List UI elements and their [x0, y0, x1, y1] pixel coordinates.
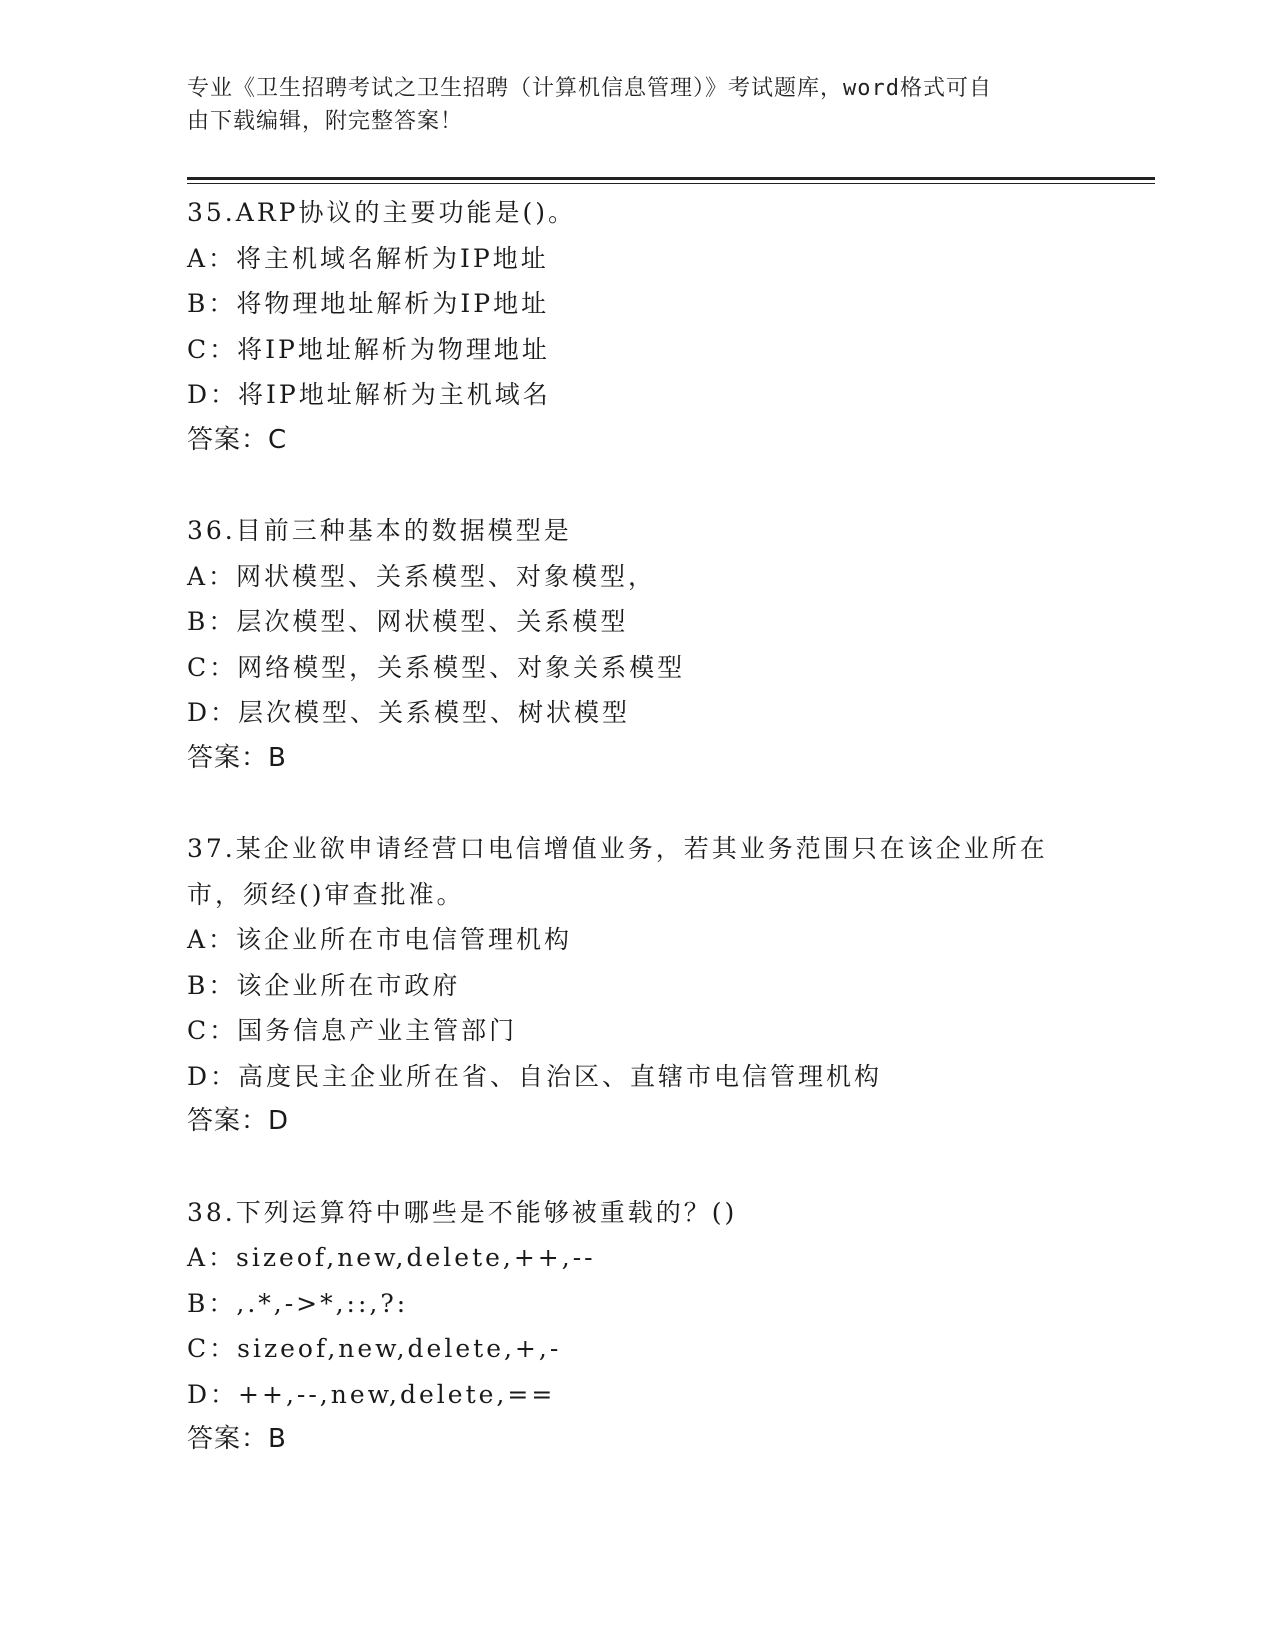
- question-37: [187, 826, 1087, 1145]
- option-c: C：将IP地址解析为物理地址: [187, 334, 550, 364]
- option-b: B：,.*,->*,::,?:: [187, 1288, 409, 1318]
- option-a: A：将主机域名解析为IP地址: [187, 243, 549, 273]
- answer-label: 答案：D: [187, 1106, 290, 1136]
- document-header: [187, 72, 1067, 138]
- option-d: D：++,--,new,delete,==: [187, 1379, 556, 1409]
- question-stem: 38.下列运算符中哪些是不能够被重载的？(): [187, 1197, 738, 1227]
- option-c: C：sizeof,new,delete,+,-: [187, 1334, 562, 1363]
- option-c: C：网络模型，关系模型、对象关系模型: [187, 652, 686, 682]
- question-stem-line-2: 市，须经()审查批准。: [187, 879, 465, 909]
- option-d: D：层次模型、关系模型、树状模型: [187, 698, 631, 727]
- question-stem: 36.目前三种基本的数据模型是: [187, 516, 572, 545]
- option-d: D：高度民主企业所在省、自治区、直辖市电信管理机构: [187, 1061, 883, 1091]
- option-b: B：层次模型、网状模型、关系模型: [187, 607, 629, 636]
- question-36: [187, 508, 1087, 781]
- question-38: [187, 1190, 1087, 1463]
- question-stem: 35.ARP协议的主要功能是()。: [187, 198, 576, 227]
- question-list: [187, 190, 1087, 1508]
- question-35: [187, 190, 1087, 463]
- answer-label: 答案：B: [187, 1424, 287, 1454]
- question-stem-line-1: 37.某企业欲申请经营口电信增值业务，若其业务范围只在该企业所在: [187, 834, 1048, 863]
- option-a: A：该企业所在市电信管理机构: [187, 925, 573, 954]
- header-line-1: 专业《卫生招聘考试之卫生招聘（计算机信息管理）》考试题库，word格式可自: [187, 76, 992, 101]
- answer-label: 答案：B: [187, 742, 287, 773]
- option-a: A：sizeof,new,delete,++,--: [187, 1243, 596, 1272]
- header-divider-thin: [187, 183, 1155, 184]
- header-line-2: 由下载编辑，附完整答案！: [187, 109, 464, 134]
- option-c: C：国务信息产业主管部门: [187, 1016, 518, 1045]
- option-b: B：该企业所在市政府: [187, 970, 461, 1000]
- option-d: D：将IP地址解析为主机域名: [187, 380, 551, 409]
- header-divider-thick: [187, 177, 1155, 180]
- option-a: A：网状模型、关系模型、对象模型，: [187, 561, 657, 591]
- option-b: B：将物理地址解析为IP地址: [187, 289, 550, 318]
- answer-label: 答案：C: [187, 424, 288, 455]
